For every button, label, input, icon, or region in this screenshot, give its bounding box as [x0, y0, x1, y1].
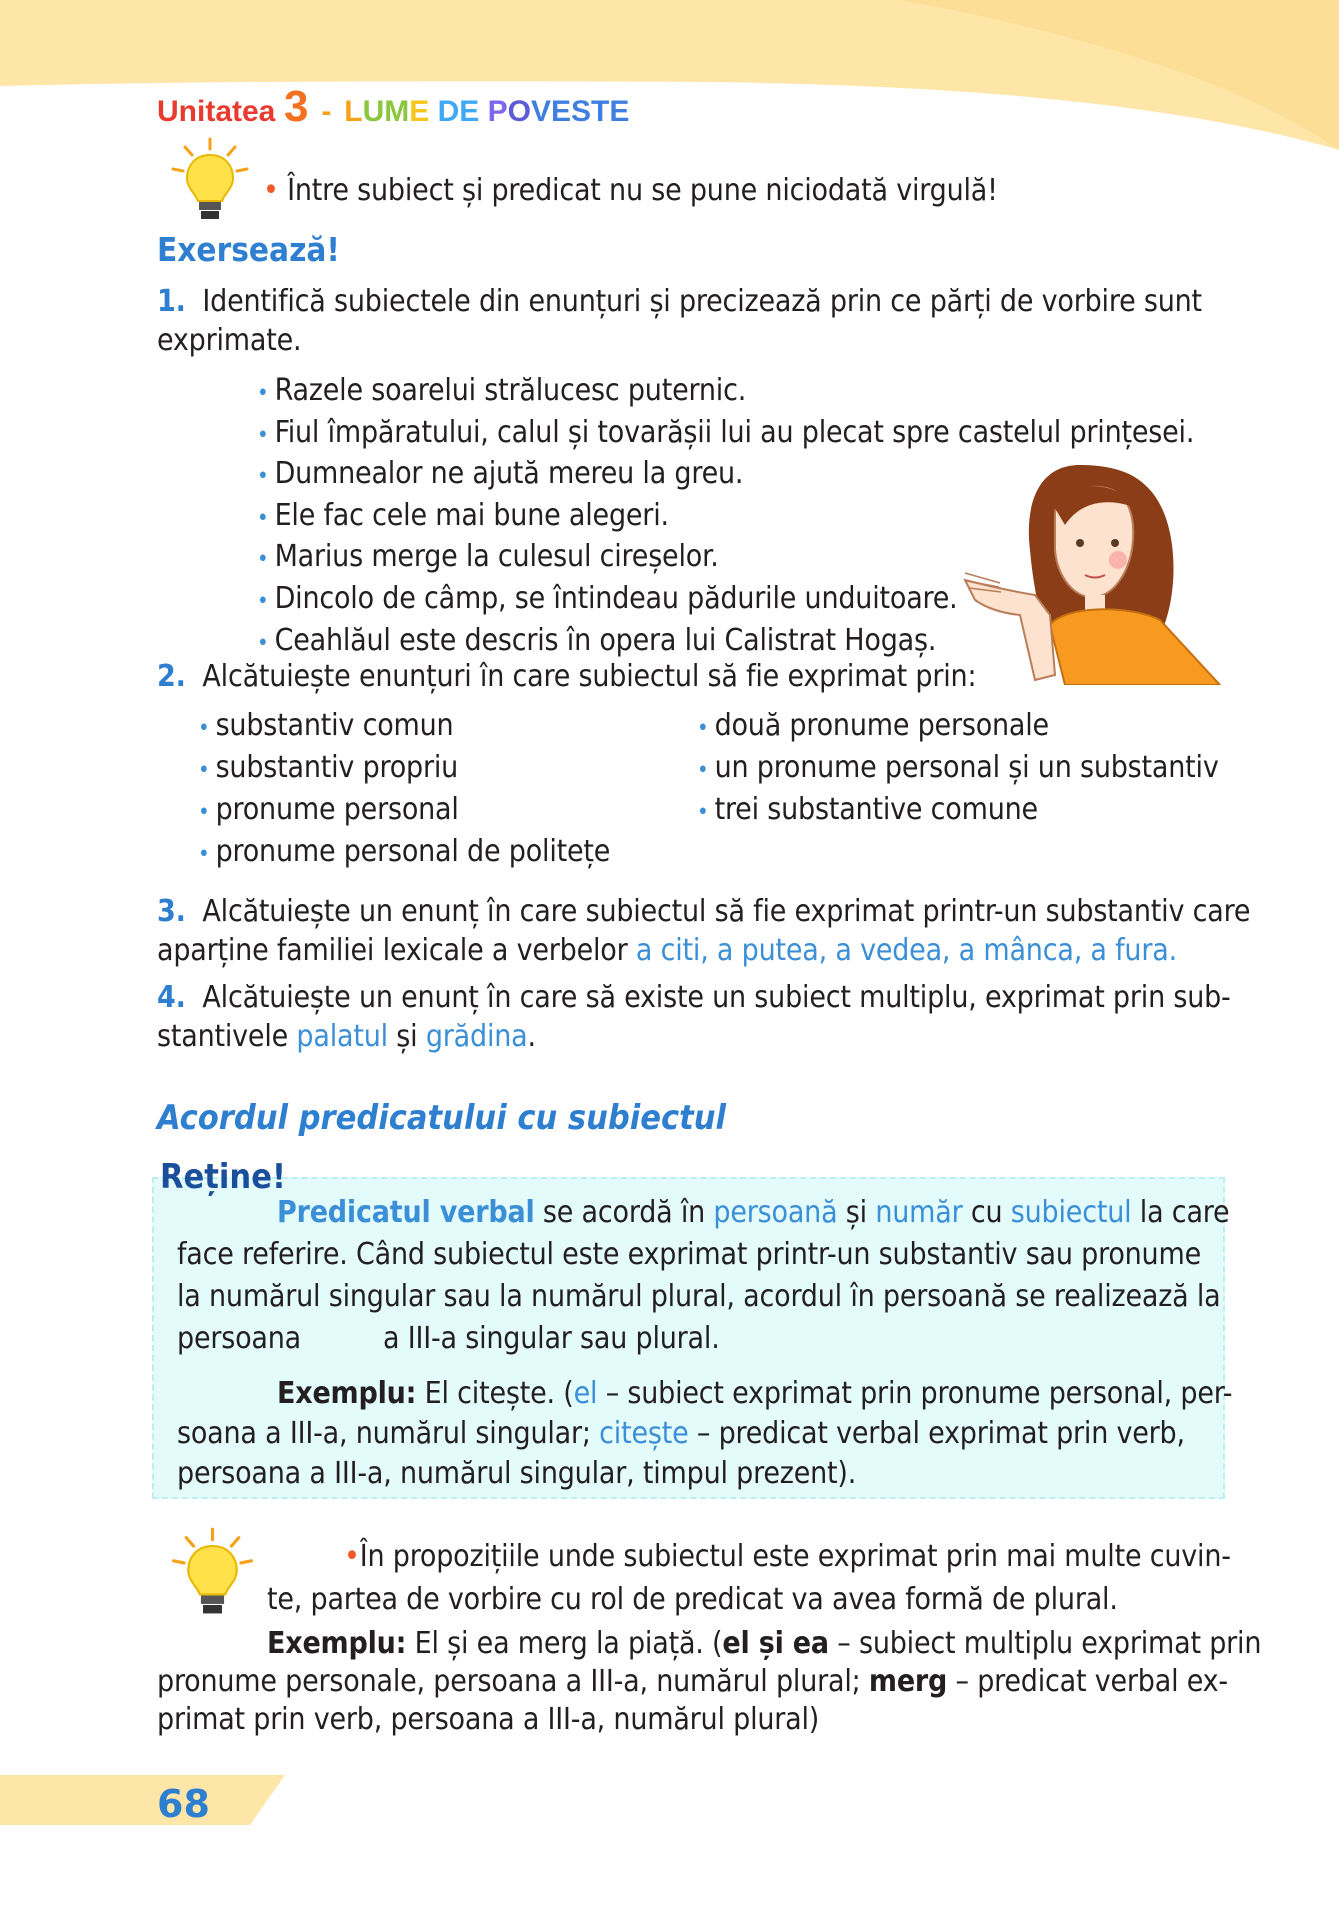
bullet-dot: •	[198, 800, 216, 825]
bullet-dot: •	[198, 842, 216, 867]
exercise-3-verbs: a citi, a putea, a vedea, a mânca, a fura.	[635, 933, 1177, 968]
list-item-text: un pronume personal și un substantiv	[714, 750, 1219, 785]
exercise-4-line2: stantivele	[157, 1019, 297, 1054]
bullet-dot: •	[257, 630, 275, 656]
exercise-number: 3.	[157, 894, 186, 929]
unit-title-letter: D	[437, 95, 460, 128]
unit-header	[157, 82, 629, 132]
list-item-text: Dincolo de câmp, se întindeau pădurile unduitoare.	[274, 580, 958, 616]
example-text: pronume personale, persoana a III-a, numărul plural;	[157, 1664, 869, 1699]
bullet-dot: •	[198, 758, 216, 783]
unit-word: Unitatea	[157, 95, 276, 128]
list-item	[697, 706, 1219, 748]
period: .	[527, 1019, 536, 1054]
bullet-dot: •	[697, 716, 715, 741]
bullet-dot: •	[257, 505, 275, 531]
example-text: El citește. (	[416, 1376, 574, 1411]
exercise-3-line2: aparține familiei lexicale a verbelor	[157, 933, 636, 968]
list-item-text: Ele fac cele mai bune alegeri.	[274, 497, 669, 533]
bullet-dot: •	[198, 716, 216, 741]
exercise-3	[157, 892, 1251, 970]
unit-title-letter: E	[409, 95, 430, 128]
bullet-dot: •	[257, 588, 275, 614]
rule-text: la care	[1131, 1195, 1230, 1230]
rule-text: se acordă în	[534, 1195, 714, 1230]
list-item-text: pronume personal	[215, 792, 459, 827]
conjunction: și	[387, 1019, 426, 1054]
unit-title-letter: O	[507, 95, 531, 128]
section-title: Acordul predicatului cu subiectul	[157, 1098, 727, 1138]
term-subiectul: subiectul	[1010, 1195, 1132, 1230]
example-predicate: merg	[868, 1664, 948, 1699]
list-item-text: trei substantive comune	[714, 792, 1038, 827]
word-palatul: palatul	[296, 1019, 388, 1054]
example-text: – subiect exprimat prin pronume personal, per-	[597, 1376, 1233, 1411]
girl-illustration	[955, 455, 1225, 685]
tip-text: te, partea de vorbire cu rol de predicat va avea formă de plural.	[267, 1582, 1118, 1617]
example-text: – subiect multiplu exprimat prin	[828, 1626, 1262, 1661]
list-item	[697, 790, 1219, 832]
example-text: persoana a III-a, numărul singular, timpul prezent).	[177, 1456, 857, 1491]
example-label: Exemplu:	[267, 1626, 407, 1661]
unit-title-letter	[479, 95, 487, 128]
lightbulb-icon	[165, 1525, 260, 1625]
exercise-3-line1: Alcătuiește un enunț în care subiectul să fie exprimat printr-un substantiv care	[202, 894, 1251, 929]
page-number-bar	[0, 1775, 290, 1825]
list-item-text: Fiul împăratului, calul și tovarășii lui au plecat spre castelul prințesei.	[274, 414, 1195, 450]
unit-title-letter: L	[344, 95, 363, 128]
exercise-number: 2.	[157, 659, 186, 694]
example-citeste: citește	[599, 1416, 689, 1451]
bullet-dot: •	[257, 381, 275, 406]
unit-title-letter: E	[459, 95, 480, 128]
list-item-text: Marius merge la culesul cireșelor.	[274, 539, 719, 575]
rule-line: la numărul singular sau la numărul plural, acordul în persoană se realizează la	[177, 1279, 1221, 1314]
page-number: 68	[157, 1782, 210, 1826]
exercise-2-left-list	[198, 706, 610, 874]
unit-title-letter: P	[487, 95, 508, 128]
rule-line: face referire. Când subiectul este exprimat printr-un substantiv sau pronume	[177, 1237, 1201, 1272]
bullet-dot: •	[257, 547, 275, 573]
exercise-number: 1.	[157, 284, 186, 319]
example-label: Exemplu:	[277, 1376, 417, 1411]
unit-title-letter: T	[591, 95, 610, 128]
list-item-text: substantiv propriu	[215, 750, 459, 785]
unit-title-letter: S	[571, 95, 592, 128]
rule-example	[177, 1374, 1233, 1494]
rule-paragraph	[177, 1192, 1230, 1360]
exercise-1-line1: Identifică subiectele din enunțuri și precizează prin ce părți de vorbire sunt	[202, 284, 1202, 319]
bullet-dot: •	[697, 758, 715, 783]
example-text: primat prin verb, persoana a III-a, numărul plural)	[157, 1702, 820, 1737]
rule-heading: Reține!	[160, 1157, 286, 1197]
list-item	[198, 706, 610, 748]
bullet-dot: •	[344, 1539, 360, 1574]
exercise-1-line2: exprimate.	[157, 323, 302, 358]
unit-title-letter	[429, 95, 437, 128]
term-numar: număr	[875, 1195, 963, 1230]
rule-line: a III-a singular sau plural.	[383, 1321, 720, 1356]
bullet-dot: •	[263, 173, 279, 208]
list-item	[198, 748, 610, 790]
unit-number: 3	[283, 82, 309, 131]
example-text: soana a III-a, numărul singular;	[177, 1416, 600, 1451]
example-text: – predicat verbal exprimat prin verb,	[688, 1416, 1185, 1451]
rule-text: și	[837, 1195, 876, 1230]
example-el: el	[573, 1376, 598, 1411]
list-item	[198, 832, 610, 874]
example-text: – predicat verbal ex-	[947, 1664, 1228, 1699]
exercise-2-text: Alcătuiește enunțuri în care subiectul să fie exprimat prin:	[202, 659, 977, 694]
unit-title-letter: M	[384, 95, 410, 128]
exercise-2-right-list	[697, 706, 1219, 832]
unit-title-letter: E	[551, 95, 572, 128]
unit-title-letter: V	[531, 95, 552, 128]
exercise-4	[157, 978, 1231, 1056]
exercise-heading: Exersează!	[157, 230, 340, 269]
list-item	[257, 372, 1194, 414]
unit-title-letter: U	[362, 95, 385, 128]
tip-plural	[267, 1535, 1231, 1621]
list-item-text: Ceahlăul este descris în opera lui Calistrat Hogaș.	[274, 622, 937, 658]
list-item	[697, 748, 1219, 790]
list-item	[257, 414, 1194, 456]
bullet-dot: •	[257, 422, 275, 448]
word-gradina: grădina	[425, 1019, 528, 1054]
example-subject: el și ea	[722, 1626, 829, 1661]
list-item-text: Dumnealor ne ajută mereu la greu.	[274, 456, 744, 492]
tip-no-comma	[263, 171, 998, 210]
tip-example	[157, 1625, 1262, 1739]
exercise-1	[157, 282, 1217, 360]
list-item-text: pronume personal de politețe	[215, 834, 611, 869]
exercise-2	[157, 657, 976, 696]
lightbulb-icon	[165, 135, 255, 230]
tip-text: Între subiect și predicat nu se pune niciodată virgulă!	[287, 173, 998, 208]
example-text: El și ea merg la piață. (	[406, 1626, 723, 1661]
exercise-number: 4.	[157, 980, 186, 1015]
term-persoana: persoană	[713, 1195, 838, 1230]
unit-dash: -	[313, 95, 340, 128]
exercise-4-line1: Alcătuiește un enunț în care să existe un subiect multiplu, exprimat prin sub-	[202, 980, 1231, 1015]
tip-text: În propozițiile unde subiectul este exprimat prin mai multe cuvin-	[359, 1539, 1231, 1574]
unit-title	[344, 95, 629, 128]
term-predicatul-verbal: Predicatul verbal	[277, 1195, 535, 1230]
bullet-dot: •	[697, 800, 715, 825]
unit-title-letter: E	[609, 95, 630, 128]
bullet-dot: •	[257, 464, 275, 490]
list-item	[198, 790, 610, 832]
rule-line: persoana	[177, 1321, 301, 1356]
rule-text: cu	[962, 1195, 1011, 1230]
list-item-text: două pronume personale	[714, 708, 1049, 743]
list-item-text: substantiv comun	[215, 708, 454, 743]
list-item-text: Razele soarelui strălucesc puternic.	[274, 373, 747, 408]
